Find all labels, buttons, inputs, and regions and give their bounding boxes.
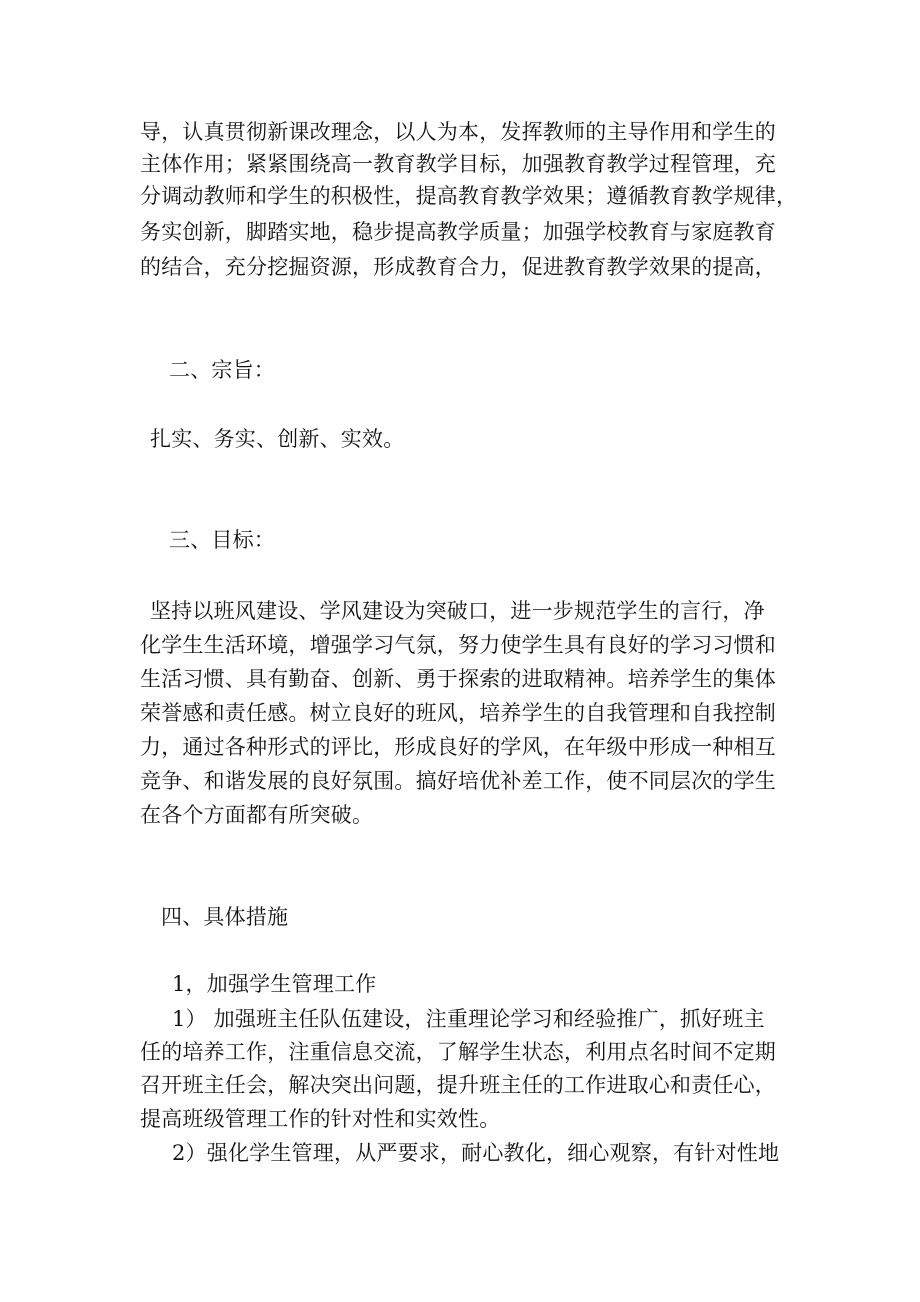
goals-line: 力，通过各种形式的评比，形成良好的学风，在年级中形成一种相互 [140, 735, 776, 759]
goals-line: 在各个方面都有所突破。 [140, 803, 374, 827]
paragraph-line: 主体作用；紧紧围绕高一教育教学目标，加强教育教学过程管理，充 [140, 152, 776, 176]
paragraph-line: 的结合，充分挖掘资源，形成教育合力，促进教育教学效果的提高， [140, 255, 776, 279]
subheading-student-management: 1，加强学生管理工作 [172, 972, 377, 996]
measure-item-line: 2）强化学生管理，从严要求，耐心教化，细心观察，有针对性地 [172, 1141, 780, 1165]
paragraph-line: 分调动教师和学生的积极性，提高教育教学效果；遵循教育教学规律， [140, 184, 798, 208]
goals-line: 竞争、和谐发展的良好氛围。搞好培优补差工作，使不同层次的学生 [140, 769, 776, 793]
goals-line: 化学生生活环境，增强学习气氛，努力使学生具有良好的学习习惯和 [140, 633, 776, 657]
goals-line: 坚持以班风建设、学风建设为突破口，进一步规范学生的言行，净 [150, 599, 765, 623]
section-heading-goals: 三、目标： [169, 528, 275, 552]
section-heading-measures: 四、具体措施 [161, 905, 289, 929]
section-heading-purpose: 二、宗旨： [169, 358, 275, 382]
measure-item-line: 任的培养工作，注重信息交流，了解学生状态，利用点名时间不定期 [140, 1040, 776, 1064]
paragraph-line: 务实创新，脚踏实地，稳步提高教学质量；加强学校教育与家庭教育 [140, 220, 776, 244]
goals-line: 荣誉感和责任感。树立良好的班风，培养学生的自我管理和自我控制 [140, 701, 776, 725]
paragraph-line: 导，认真贯彻新课改理念，以人为本，发挥教师的主导作用和学生的 [140, 120, 776, 144]
measure-item-line: 1） 加强班主任队伍建设，注重理论学习和经验推广，抓好班主 [172, 1007, 765, 1031]
purpose-text: 扎实、务实、创新、实效。 [150, 427, 405, 451]
goals-line: 生活习惯、具有勤奋、创新、勇于探索的进取精神。培养学生的集体 [140, 667, 776, 691]
measure-item-line: 提高班级管理工作的针对性和实效性。 [140, 1107, 501, 1131]
measure-item-line: 召开班主任会，解决突出问题，提升班主任的工作进取心和责任心， [140, 1073, 776, 1097]
